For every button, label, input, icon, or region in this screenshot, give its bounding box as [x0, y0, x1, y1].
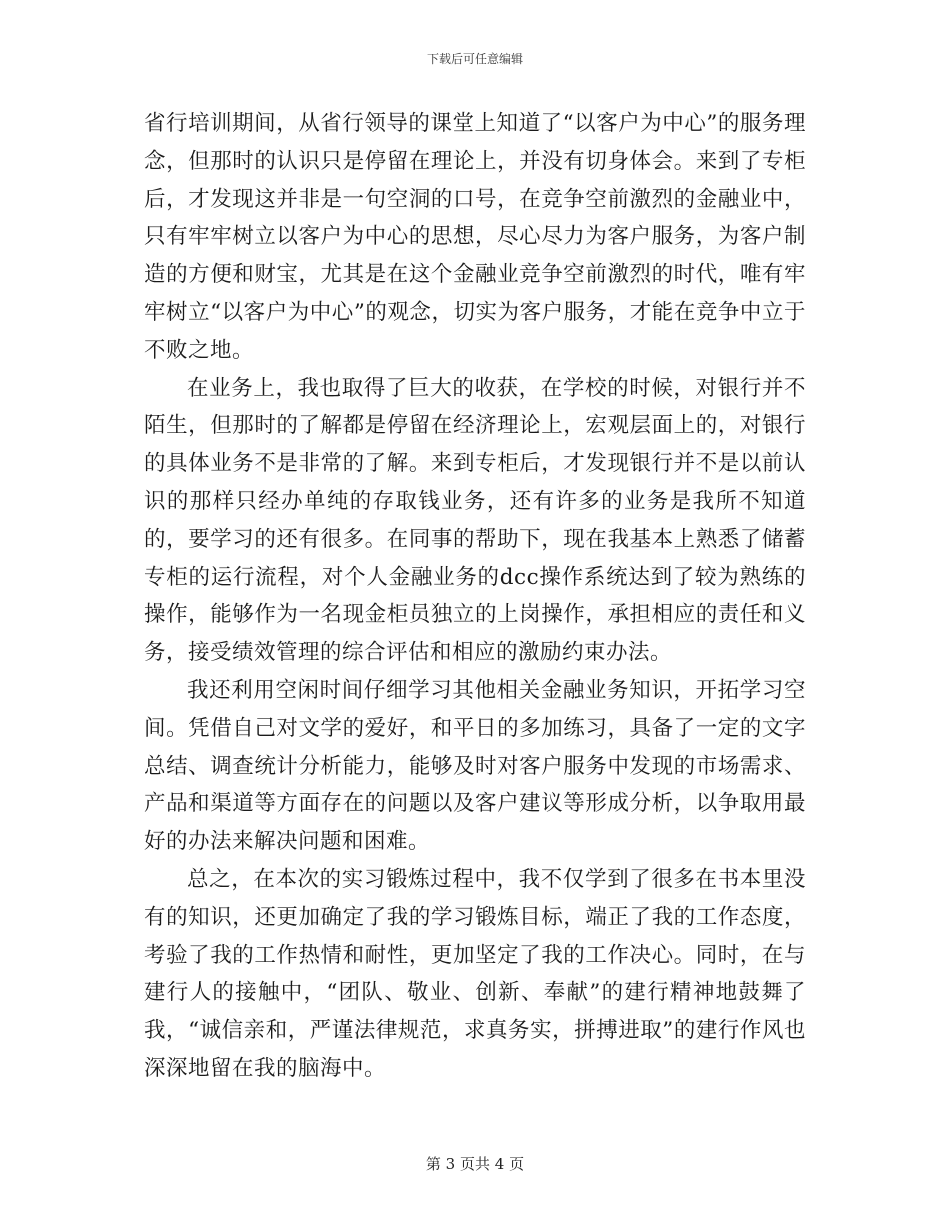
paragraph-self-study: 我还利用空闲时间仔细学习其他相关金融业务知识，开拓学习空间。凭借自己对文学的爱好，和平日的多加练习，具备了一定的文字总结、调查统计分析能力，能够及时对客户服务中发现的市场需求、产品和渠道等方面存在的问题以及客户建议等形成分析，以争取用最好的办法来解决问题和困难。 — [144, 677, 806, 855]
page-header: 下载后可任意编辑 — [426, 52, 523, 66]
paragraph-conclusion: 总之，在本次的实习锻炼过程中，我不仅学到了很多在书本里没有的知识，还更加确定了我的学习锻炼目标，端正了我的工作态度，考验了我的工作热情和耐性，更加坚定了我的工作决心。同时，在与建行人的接触中，“团队、敬业、创新、奉献”的建行精神地鼓舞了我，“诚信亲和，严谨法律规范，求真务实，拼搏进取”的建行作风也深深地留在我的脑海中。 — [144, 866, 806, 1081]
paragraph-customer-centric: 省行培训期间，从省行领导的课堂上知道了“以客户为中心”的服务理念，但那时的认识只是停留在理论上，并没有切身体会。来到了专柜后，才发现这并非是一句空洞的口号，在竞争空前激烈的金融业中，只有牢牢树立以客户为中心的思想，尽心尽力为客户服务，为客户制造的方便和财宝，尤其是在这个金融业竞争空前激烈的时代，唯有牢牢树立“以客户为中心”的观念，切实为客户服务，才能在竞争中立于不败之地。 — [144, 111, 806, 363]
paragraph-business-gains: 在业务上，我也取得了巨大的收获，在学校的时候，对银行并不陌生，但那时的了解都是停留在经济理论上，宏观层面上的，对银行的具体业务不是非常的了解。来到专柜后，才发现银行并不是以前认识的那样只经办单纯的存取钱业务，还有许多的业务是我所不知道的，要学习的还有很多。在同事的帮助下，现在我基本上熟悉了储蓄专柜的运行流程，对个人金融业务的dcc操作系统达到了较为熟练的操作，能够作为一名现金柜员独立的上岗操作，承担相应的责任和义务，接受绩效管理的综合评估和相应的激励约束办法。 — [144, 375, 806, 666]
document-body — [144, 105, 806, 1088]
page-number: 第 3 页共 4 页 — [425, 1155, 525, 1173]
